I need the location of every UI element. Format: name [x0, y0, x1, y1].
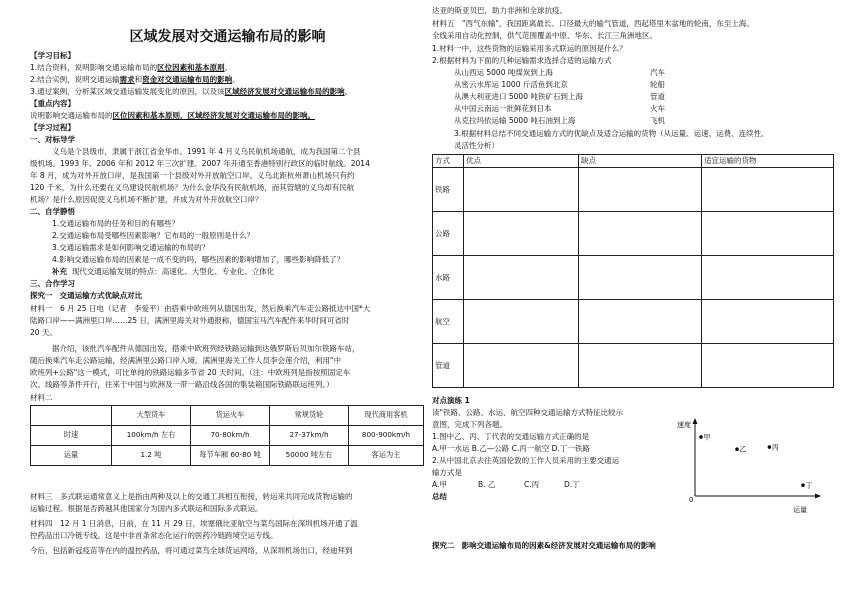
drill-question-2-option-a: A.甲	[432, 480, 447, 489]
key-content	[30, 110, 315, 122]
section-2-heading: 二、自学静悟	[30, 207, 75, 216]
goal-3-text: 3.通过案例，分析某区域交通运输发展变化的原因，以及该	[30, 87, 225, 96]
answer-cell[interactable]	[702, 300, 834, 344]
material-3-line-1: 材料三 多式联运通常意义上是指由两种及以上的交通工具相互衔接，转运来共同完成货物运输的	[30, 492, 353, 501]
matching-item: 从澳大利亚进口 5000 吨铁矿石到上海	[454, 92, 583, 101]
intro-line-5: 机场？是什么原因促使义乌机场不断扩建，并成为对外开放航空口岸？	[30, 195, 263, 204]
goal-3-end: 。	[344, 87, 353, 96]
material-2-label: 材料二	[30, 393, 53, 402]
material-1-line-5: 随后换乘汽车走公路运输，经满洲里公路口岸入境。满洲里海关工作人员李会莲介绍，利用"中	[30, 356, 341, 365]
question-3: 3.交通运输需求是如何影响交通运输的布局的？	[52, 243, 210, 252]
answer-cell[interactable]	[702, 168, 834, 212]
data-point-label: 乙	[739, 445, 747, 454]
drill-question-1: 1.图中乙、丙、丁代表的交通运输方式正确的是	[432, 432, 590, 441]
drill-question-2-option-c: C.丙	[524, 480, 540, 489]
table-header-row	[433, 155, 834, 168]
data-point-label: 丙	[771, 443, 779, 452]
goals-heading: 【学习目标】	[30, 51, 75, 60]
y-axis-label: 速度	[677, 421, 691, 429]
table-row	[433, 256, 834, 300]
goal-2	[30, 74, 240, 86]
answer-cell[interactable]	[702, 212, 834, 256]
table-header-row	[31, 406, 424, 426]
table-cell: 航空	[433, 300, 464, 344]
table-cell: 每节车厢 60-80 吨	[191, 446, 270, 466]
table-cell: 铁路	[433, 168, 464, 212]
table-cell: 水路	[433, 256, 464, 300]
material-1-line-3: 20 天。	[30, 328, 57, 337]
material-4-line-1: 材料四 12 月 1 日消息，日前，在 11 月 29 日，埃塞俄比亚航空与菜鸟国际在深圳机场开通了温	[30, 519, 358, 528]
matching-mode: 汽车	[650, 68, 665, 77]
answer-cell[interactable]	[579, 344, 702, 388]
material-1-line-1: 材料一 6 月 25 日电（记者 李爱平）由搭乘中欧班列从德国出发，然后换乘汽车走公路抵达中国*大	[30, 304, 371, 313]
table-header-cell: 大型货车	[112, 406, 191, 426]
drill-line-1: 读"铁路、公路、水运、航空四种交通运输方式特征比较示	[432, 408, 623, 417]
table-header-cell: 缺点	[579, 155, 702, 168]
goal-3-emphasis: 区域经济发展对交通运输布局的影响	[224, 87, 345, 96]
answer-cell[interactable]	[579, 212, 702, 256]
table-header-cell: 优点	[464, 155, 579, 168]
question-2: 2.交通运输布局受哪些因素影响？它布局的一般原则是什么？	[52, 231, 255, 240]
supplement-label: 补充	[52, 267, 67, 276]
table-row	[31, 426, 424, 446]
data-point	[801, 483, 805, 487]
matching-item: 从中国云南运一批鲜花到日本	[454, 104, 552, 113]
key-emphasis: 区位因素和基本原则，区域经济发展对交通运输布局的影响。	[112, 111, 315, 120]
drill-question-2-line-2: 输方式是	[432, 468, 462, 477]
explore-1-heading	[30, 290, 142, 302]
goal-3	[30, 86, 352, 98]
drill-question-2-option-b: B. 乙	[478, 480, 496, 489]
drill-title: 对点演练 1	[432, 396, 470, 405]
x-axis-label: 运量	[793, 506, 807, 514]
explore-1-label: 探究一	[30, 291, 53, 300]
material-1-line-2: 陆路口岸——满洲里口岸……25 日，满洲里海关对外通报称，德国宝马汽车配件来华时间可省时	[30, 316, 350, 325]
material-1-line-7: 次、线路等条件开行，往来于中国与欧洲及一带一路沿线各国的集装箱国际铁路联运班列。）	[30, 380, 334, 389]
goal-2-emphasis-1: 需求	[119, 75, 135, 84]
material-4-line-3: 今后，包括新冠疫苗等在内的温控药品，将可通过菜鸟全球货运网络，从深圳机场出口，经迪拜到	[30, 546, 353, 555]
summary-label: 总结	[432, 492, 447, 501]
matching-mode: 飞机	[650, 116, 665, 125]
matching-mode: 轮船	[650, 80, 665, 89]
explore-2-label: 探究二	[432, 541, 455, 550]
matching-item: 从克拉玛依运输 5000 吨石油到上海	[454, 116, 576, 125]
intro-line-1: 义乌是个县级市，隶属于浙江省金华市。1991 年 4 月义乌民航机场通航，成为我国第二个县	[52, 147, 361, 156]
table-cell: 800-900km/h	[349, 426, 424, 446]
table-cell: 管道	[433, 344, 464, 388]
x-axis-arrow	[815, 494, 821, 499]
material-5-line-2: 全线采用自动化控制，供气范围覆盖中原、华东、长江三角洲地区。	[432, 31, 657, 40]
chart-points	[699, 433, 812, 489]
answer-cell[interactable]	[464, 344, 579, 388]
origin-label: 0	[689, 496, 694, 504]
matching-item: 从密云水库运 1000 斤活鱼到北京	[454, 80, 568, 89]
data-point	[699, 435, 703, 439]
key-heading: 【重点内容】	[30, 99, 75, 108]
page-title: 区域发展对交通运输布局的影响	[129, 29, 326, 45]
table-header-cell: 货运火车	[191, 406, 270, 426]
table-cell: 时速	[31, 426, 112, 446]
section-3-heading: 三、合作学习	[30, 279, 75, 288]
material-3-line-2: 运输过程。根据是否跨越其他国家分为国内多式联运和国际多式联运。	[30, 504, 263, 513]
goal-1-end: 。	[224, 63, 233, 72]
drill-question-1-options: A.甲一水运 B.乙—公路 C.丙一航空 D.丁一铁路	[432, 444, 590, 453]
table-cell: 公路	[433, 212, 464, 256]
data-point-label: 甲	[703, 433, 711, 442]
table-header-cell: 现代商用客机	[349, 406, 424, 426]
process-heading: 【学习过程】	[30, 123, 75, 132]
explore-1-title: 交通运输方式优缺点对比	[59, 291, 143, 300]
table-cell: 客运为主	[349, 446, 424, 466]
material-1-line-4: 据介绍，该批汽车配件从德国出发，搭乘中欧班列经铁路运输到达俄罗斯后贝加尔铁路车站，	[52, 344, 360, 353]
speed-capacity-table	[30, 405, 424, 466]
explore-2-heading	[432, 540, 656, 552]
data-point	[768, 445, 772, 449]
material-5-line-1: 材料五 "西气东输"，我国距离最长、口径最大的输气管道，西起塔里木盆地的轮南，东至上海。	[432, 19, 754, 28]
table-cell: 70-80km/h	[191, 426, 270, 446]
goal-2-mid: 和	[134, 75, 143, 84]
table-cell: 100km/h 左右	[112, 426, 191, 446]
question-4: 4.影响交通运输布局的因素是一成不变的吗，哪些因素的影响增加了，哪些影响降低了？	[52, 255, 345, 264]
intro-line-3: 年 8 月，成为对外开放口岸，是我国第一个县级对外开放航空口岸。义乌北距杭州萧山机场只有约	[30, 171, 355, 180]
key-text: 说明影响交通运输布局的	[30, 111, 113, 120]
table-cell: 27-37km/h	[270, 426, 349, 446]
data-point	[735, 447, 739, 451]
goal-1-emphasis: 区位因素和基本原则	[157, 63, 225, 72]
material-4-continued: 达亚的斯亚贝巴，助力非洲和全球抗疫。	[432, 6, 567, 15]
table-cell: 运量	[31, 446, 112, 466]
answer-cell[interactable]	[464, 256, 579, 300]
explore-2-title: 影响交通运输布局的因素&经济发展对交通运输布局的影响	[461, 541, 656, 550]
material-1-line-6: 欧班列+公路"这一模式，可比单纯的铁路运输多节省 20 天时间。（注：中欧班列是指按照固定车	[30, 368, 351, 377]
supplement	[52, 266, 274, 278]
drill-question-2-line-1: 2.从中国北京去往英国伦敦的工作人员采用的主要交通运	[432, 456, 620, 465]
transport-comparison-chart	[675, 412, 825, 514]
answer-cell[interactable]	[702, 344, 834, 388]
answer-cell[interactable]	[464, 168, 579, 212]
goal-2-emphasis-2: 资金对交通运输布局的影响	[142, 75, 233, 84]
goal-1	[30, 62, 232, 74]
material-4-line-2: 控药品出口冷链专线。这是中非首条常态化运行的医药冷链跨境空运专线。	[30, 531, 278, 540]
goal-2-text: 2.结合实例，说明交通运输	[30, 75, 120, 84]
table-row	[433, 344, 834, 388]
goal-2-end: 。	[232, 75, 240, 84]
section-1-heading: 一、对标导学	[30, 135, 75, 144]
table-header-cell: 常规货轮	[270, 406, 349, 426]
table-row	[433, 212, 834, 256]
intro-line-4: 120 千米，为什么还要在义乌建设民航机场？为什么金华没有民航机场，而其管辖的义乌却有民航	[30, 183, 355, 192]
y-axis-arrow	[693, 418, 698, 424]
comparison-table	[432, 154, 834, 388]
analysis-question-2: 2.根据材料为下面的几种运输需求选择合适的运输方式	[432, 56, 612, 65]
analysis-question-3-line-1: 3.根据材料总结不同交通运输方式的优缺点及适合运输的货物（从运量、运速、运费、连续性、	[454, 129, 769, 138]
matching-mode: 管道	[650, 92, 665, 101]
answer-cell[interactable]	[464, 300, 579, 344]
answer-cell[interactable]	[579, 256, 702, 300]
answer-cell[interactable]	[464, 212, 579, 256]
drill-question-2-option-d: D.丁	[564, 480, 580, 489]
drill-line-2: 意图，完成下列各题。	[432, 420, 507, 429]
answer-cell[interactable]	[579, 168, 702, 212]
matching-mode: 火车	[650, 104, 665, 113]
goal-1-text: 1.结合资料，说明影响交通运输布局的	[30, 63, 158, 72]
analysis-question-1: 1.材料一中，这些货物的运输采用多式联运的原因是什么？	[432, 44, 627, 53]
table-cell: 50000 吨左右	[270, 446, 349, 466]
matching-item: 从山西运 5000 吨煤炭到上海	[454, 68, 553, 77]
supplement-text: 现代交通运输发展的特点：高速化、大型化、专业化、立体化	[71, 267, 275, 276]
table-row	[31, 446, 424, 466]
data-point-label: 丁	[805, 481, 813, 490]
table-header-cell: 适宜运输的货物	[702, 155, 834, 168]
question-1: 1.交通运输布局的任务和目的有哪些？	[52, 219, 180, 228]
table-cell: 1.2 吨	[112, 446, 191, 466]
table-header-cell	[31, 406, 112, 426]
table-row	[433, 300, 834, 344]
intro-line-2: 级机场。1993 年、2006 年和 2012 年三次扩建。2007 年开通至香港特别行政区的临时航线。2014	[30, 159, 370, 168]
analysis-question-3-line-2: 灵活性分析）	[454, 141, 499, 150]
answer-cell[interactable]	[579, 300, 702, 344]
table-row	[433, 168, 834, 212]
table-header-cell: 方式	[433, 155, 464, 168]
answer-cell[interactable]	[702, 256, 834, 300]
